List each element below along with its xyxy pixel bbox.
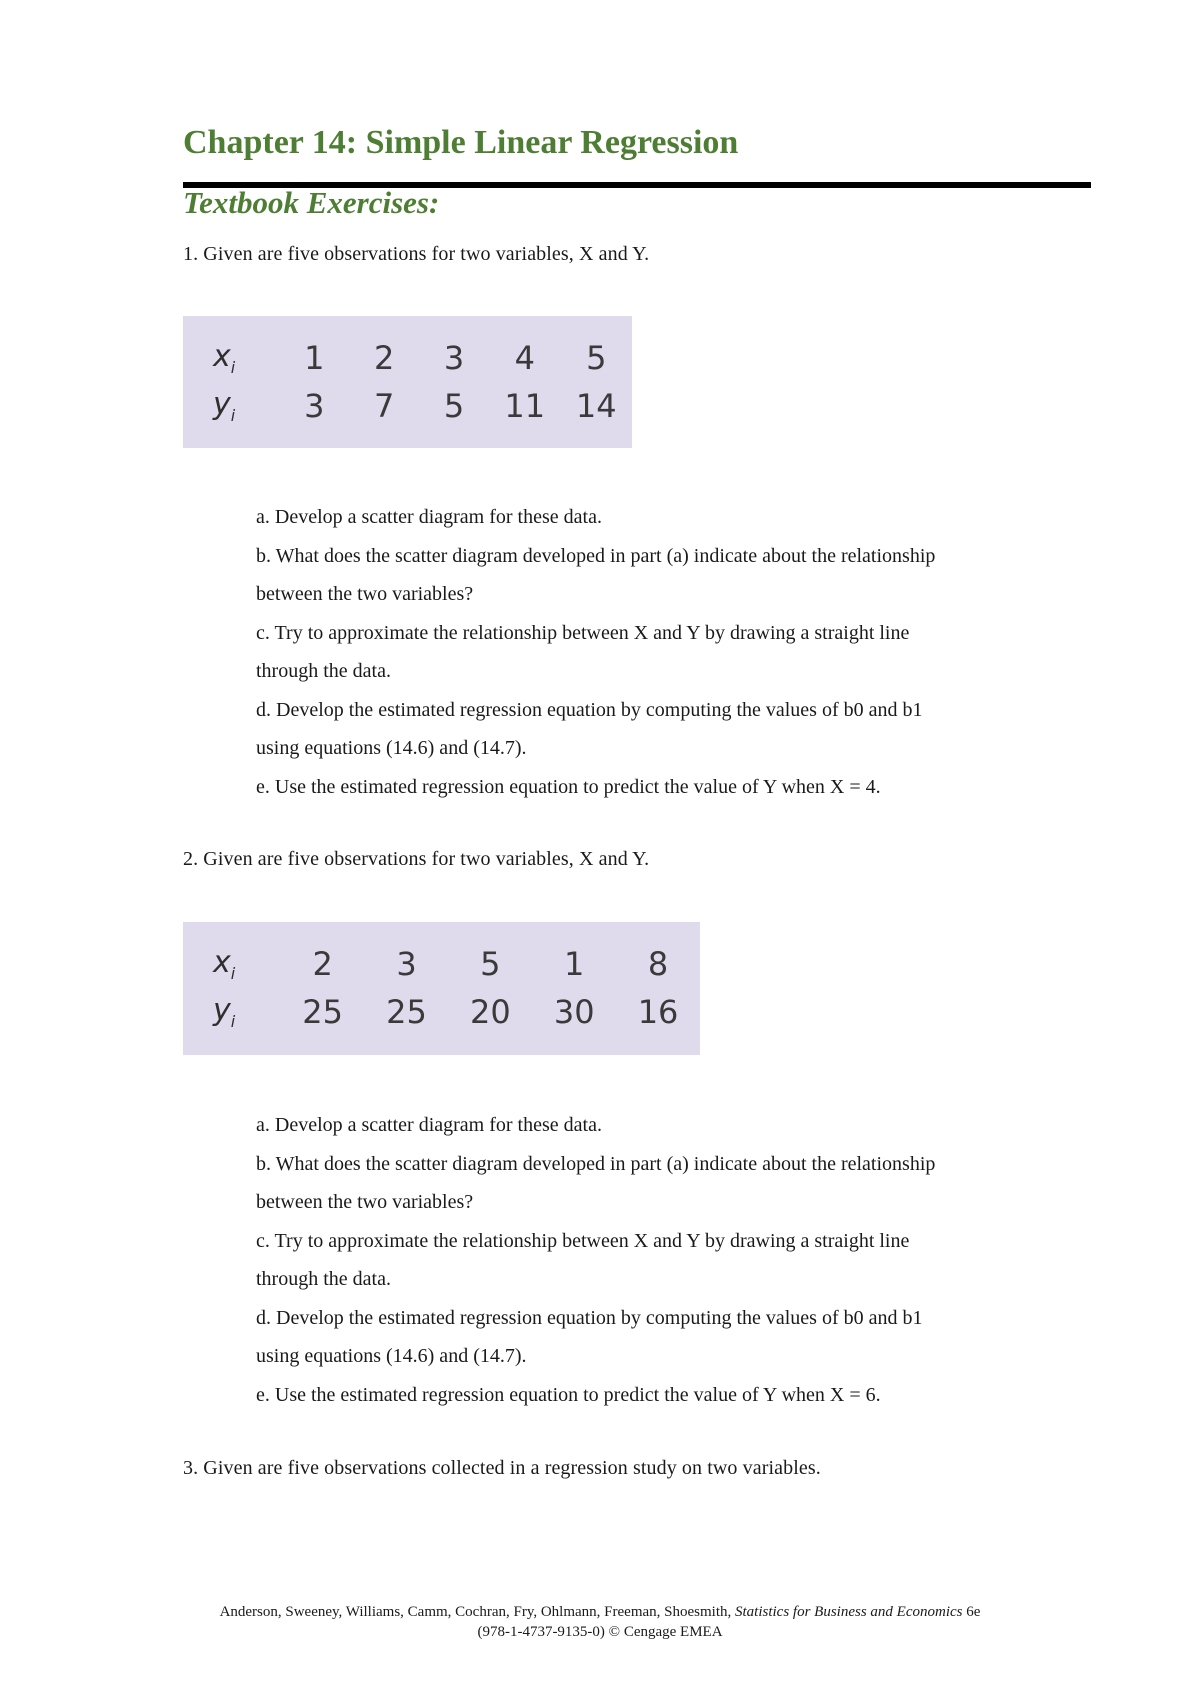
exercise-part: d. Develop the estimated regression equation by computing the values of b0 and b1	[256, 698, 923, 721]
x-label: $x_i$	[213, 339, 236, 377]
x-row	[183, 940, 700, 988]
footer-edition: 6e	[966, 1604, 981, 1620]
x-value: 2	[374, 339, 395, 377]
x-value: 2	[312, 945, 333, 983]
exercise-part: b. What does the scatter diagram developed in part (a) indicate about the relationship	[256, 544, 936, 567]
x-value: 5	[586, 339, 607, 377]
exercise-part: e. Use the estimated regression equation to predict the value of Y when X = 4.	[256, 775, 881, 798]
exercise-part: through the data.	[256, 660, 391, 682]
data-table	[183, 334, 632, 430]
footer-authors: Anderson, Sweeney, Williams, Camm, Cochran, Fry, Ohlmann, Freeman, Shoesmith,	[219, 1604, 732, 1620]
y-value: 16	[637, 993, 679, 1031]
x-value: 3	[396, 945, 417, 983]
y-row	[183, 382, 632, 430]
y-value: 30	[553, 993, 595, 1031]
exercise-1-parts	[256, 498, 1036, 806]
y-value: 11	[504, 387, 546, 425]
y-label: $y_i$	[213, 993, 236, 1031]
x-label: $x_i$	[213, 945, 236, 983]
exercise-part: using equations (14.6) and (14.7).	[256, 1345, 527, 1367]
exercise-part: using equations (14.6) and (14.7).	[256, 737, 527, 759]
exercise-part: b. What does the scatter diagram developed in part (a) indicate about the relationship	[256, 1152, 936, 1175]
exercise-part: between the two variables?	[256, 1191, 474, 1213]
chapter-title: Chapter 14: Simple Linear Regression	[183, 124, 739, 161]
exercise-3-intro: 3. Given are five observations collected in a regression study on two variables.	[183, 1457, 821, 1479]
exercise-part: between the two variables?	[256, 583, 474, 605]
x-value: 4	[514, 339, 535, 377]
y-value: 14	[575, 387, 617, 425]
x-value: 1	[304, 339, 325, 377]
page-footer	[0, 1602, 1200, 1642]
exercise-1-data-table	[183, 316, 632, 448]
exercise-1-intro: 1. Given are five observations for two variables, X and Y.	[183, 243, 650, 265]
exercise-part: c. Try to approximate the relationship between X and Y by drawing a straight line	[256, 1229, 910, 1252]
footer-isbn-line: (978-1-4737-9135-0) © Cengage EMEA	[477, 1624, 723, 1640]
y-value: 3	[304, 387, 325, 425]
exercise-part: d. Develop the estimated regression equation by computing the values of b0 and b1	[256, 1306, 923, 1329]
y-label: $y_i$	[213, 387, 236, 425]
exercise-part: e. Use the estimated regression equation to predict the value of Y when X = 6.	[256, 1383, 881, 1406]
exercise-part: c. Try to approximate the relationship between X and Y by drawing a straight line	[256, 621, 910, 644]
x-value: 5	[480, 945, 501, 983]
x-value: 3	[443, 339, 465, 377]
x-row	[183, 334, 632, 382]
exercise-part: through the data.	[256, 1268, 391, 1290]
x-value: 1	[564, 945, 585, 983]
y-value: 7	[374, 387, 395, 425]
y-value: 5	[443, 387, 465, 425]
y-value: 20	[469, 993, 511, 1031]
section-heading: Textbook Exercises:	[183, 185, 440, 220]
exercise-part: a. Develop a scatter diagram for these data.	[256, 1114, 602, 1136]
y-row	[183, 988, 700, 1036]
x-value: 8	[647, 945, 669, 983]
footer-book-title: Statistics for Business and Economics	[735, 1604, 963, 1620]
exercise-2-data-table	[183, 922, 700, 1055]
y-value: 25	[386, 993, 427, 1031]
y-value: 25	[302, 993, 344, 1031]
footer-citation-line	[0, 1602, 1200, 1622]
exercise-2-intro: 2. Given are five observations for two variables, X and Y.	[183, 848, 650, 870]
exercise-2-parts	[256, 1106, 1036, 1414]
data-table	[183, 940, 700, 1036]
exercise-part: a. Develop a scatter diagram for these data.	[256, 506, 602, 528]
